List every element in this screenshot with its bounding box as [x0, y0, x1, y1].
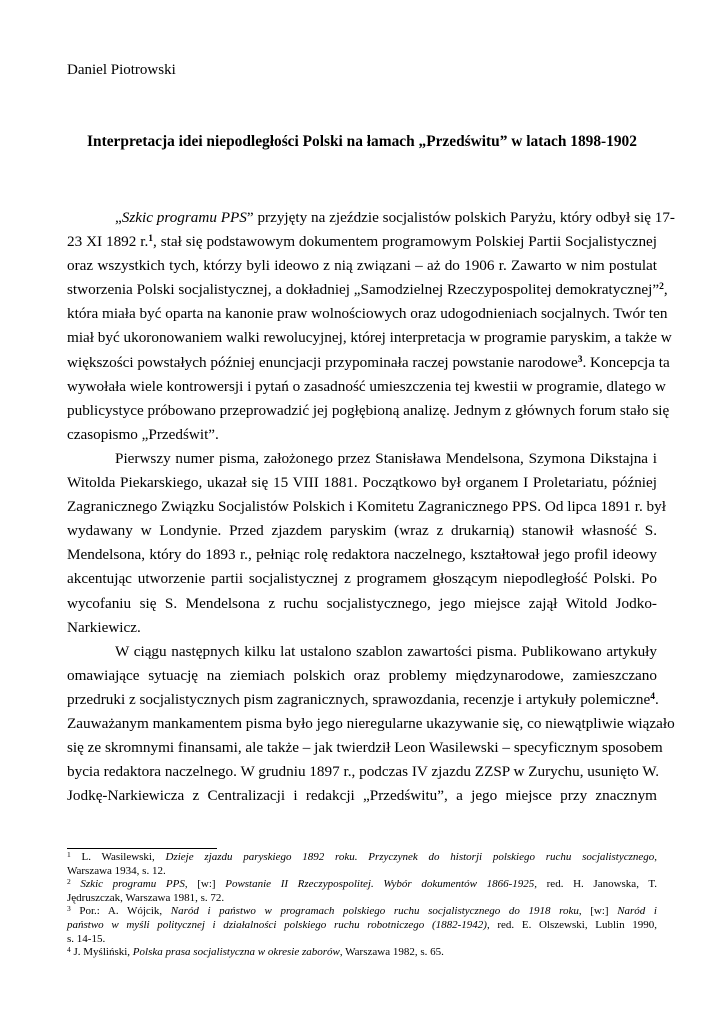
paragraph-3-line [67, 688, 657, 712]
text-run: „ [115, 209, 122, 226]
paragraph-1-line [67, 351, 670, 375]
work-title-italic: Szkic programu PPS [80, 878, 185, 891]
footnote-number: 2 [67, 877, 71, 887]
paragraph-3-line: omawiające sytuację na ziemiach polskich oraz problemy międzynarodowe, zamieszczano [67, 666, 657, 684]
paragraph-2-line: Narkiewicz. [67, 618, 141, 636]
footnote-4 [67, 946, 657, 960]
author-name: Daniel Piotrowski [67, 62, 176, 78]
paragraph-3-line: się ze skromnymi finansami, ale także – jak twierdził Leon Wasilewski – specyficznym sposobem [67, 739, 663, 757]
paragraph-1-line: która miała być oparta na kanonie praw wolnościowych oraz udogodnieniach socjalnych. Twór ten [67, 305, 668, 323]
footnotes [67, 851, 657, 960]
text-run: J. Myśliński, [70, 946, 133, 959]
paragraph-1-line [67, 278, 668, 302]
work-title-italic: Powstanie II Rzeczypospolitej. Wybór dokumentów 1866-1925 [225, 878, 535, 891]
paragraph-2-line: wydawany w Londynie. Przed zjazdem paryskim (wraz z drukarnią) stanowił własność S. [67, 522, 657, 540]
text-run: , stał się podstawowym dokumentem programowym Polskiej Partii Socjalistycznej [153, 233, 657, 251]
paragraph-1-line: wywołała wiele kontrowersji i pytań o zasadność umieszczenia tej kwestii w programie, dlatego w [67, 377, 666, 395]
footnote-3-cont: s. 14-15. [67, 932, 106, 945]
footnote-ref-1[interactable]: 1 [148, 234, 154, 245]
footnote-1 [67, 851, 657, 865]
paragraph-1-line [67, 206, 675, 230]
footnote-number: 3 [67, 904, 71, 914]
paragraph-1-line [67, 230, 657, 254]
paragraph-1-line: publicystyce próbowano przeprowadzić jej pogłębioną analizę. Jednym z głównych forum stało się [67, 401, 670, 419]
article-body [67, 206, 675, 808]
paragraph-1-line: czasopismo „Przedświt”. [67, 425, 219, 443]
text-run [71, 878, 81, 890]
text-run: ” przyjęty na zjeździe socjalistów polskich Paryżu, który odbył się 17- [246, 209, 675, 226]
paragraph-1-line: oraz wszystkich tych, którzy byli ideowo z nią związani – aż do 1906 r. Zawarto w nim postulat [67, 257, 657, 275]
program-title-italic: Szkic programu PPS [121, 209, 247, 226]
text-run: przedruki z socjalistycznych pism zagranicznych, sprawozdania, recenzje i artykuły polemiczne [67, 690, 651, 708]
paragraph-2-line: wycofaniu się S. Mendelsona z ruchu socjalistycznego, jego miejsce zajął Witold Jodko- [67, 594, 657, 612]
paragraph-3-line: bycia redaktora naczelnego. W grudniu 1897 r., podczas IV zjazdu ZZSP w Zurychu, usunięto W. [67, 763, 660, 781]
paragraph-1-line: miał być ukoronowaniem walki rewolucyjnej, której interpretacja w programie paryskim, a także w [67, 329, 672, 347]
footnote-3 [67, 905, 657, 919]
footnote-number: 1 [67, 850, 71, 859]
text-run: 23 XI 1892 r. [67, 233, 149, 251]
footnote-3-cont [67, 919, 657, 933]
work-title-italic: państwo w myśli politycznej i działalności polskiego ruchu robotniczego (1882-1942) [67, 918, 487, 931]
paragraph-3-line: Jodkę-Narkiewicza z Centralizacji i redakcji „Przedświtu”, a jego miejsce przy znacznym [67, 787, 657, 805]
paragraph-2-line: Pierwszy numer pisma, założonego przez Stanisława Mendelsona, Szymona Dikstajna i [115, 449, 657, 467]
paragraph-3-line: W ciągu następnych kilku lat ustalono szablon zawartości pisma. Publikowano artykuły [115, 642, 657, 660]
text-run: . Koncepcja ta [582, 353, 670, 371]
footnote-ref-2[interactable]: 2 [659, 282, 664, 293]
footnote-ref-3[interactable]: 3 [577, 354, 583, 365]
text-run: , red. E. Olszewski, Lublin 1990, [486, 918, 657, 931]
paragraph-2-line: Mendelsona, który do 1893 r., pełniąc rolę redaktora naczelnego, kształtował jego profil ideowy [67, 546, 657, 564]
text-run: , [w:] [184, 878, 226, 891]
article-title: Interpretacja idei niepodległości Polski na łamach „Przedświtu” w latach 1898-1902 [87, 133, 637, 150]
work-title-italic: Naród i państwo w programach polskiego ruchu socjalistycznego do 1918 roku [170, 905, 579, 918]
text-run: większości powstałych później enuncjacji przypominała raczej powstanie narodowe [67, 353, 578, 371]
text-run: , red. H. Janowska, T. [534, 878, 658, 891]
paragraph-2-line: Witolda Piekarskiego, ukazał się 15 VIII 1881. Początkowo był organem I Proletariatu, później [67, 474, 657, 492]
text-run: . [654, 690, 659, 708]
footnote-2-cont: Jędruszczak, Warszawa 1981, s. 72. [67, 891, 225, 904]
text-run: , [654, 851, 657, 863]
paragraph-2-line: akcentując utworzenie partii socjalistycznej z programem głoszącym niepodległość Polski. Po [67, 570, 657, 588]
text-run: L. Wasilewski, [70, 851, 166, 863]
text-run: , [w:] [578, 905, 618, 918]
text-run: stworzenia Polski socjalistycznej, a dokładniej „Samodzielnej Rzeczypospolitej demokratycznej” [67, 281, 660, 299]
paragraph-3-line: Zauważanym mankamentem pisma było jego nieregularne ukazywanie się, co niewątpliwie wiązało [67, 714, 675, 732]
work-title-italic: Polska prasa socjalistyczna w okresie zaborów [132, 946, 340, 959]
footnote-ref-4[interactable]: 4 [650, 691, 655, 702]
footnote-2 [67, 878, 657, 892]
work-title-italic: Dzieje zjazdu paryskiego 1892 roku. Przyczynek do historji polskiego ruchu socjalistycznego [165, 851, 655, 863]
work-title-italic: Naród i [617, 905, 657, 918]
paragraph-2-line: Zagranicznego Związku Socjalistów Polskich i Komitetu Zagranicznego PPS. Od lipca 1891 r. był [67, 498, 666, 516]
text-run: , Warszawa 1982, s. 65. [339, 946, 444, 959]
footnote-number: 4 [67, 945, 71, 955]
footnote-1-cont: Warszawa 1934, s. 12. [67, 864, 166, 877]
text-run: Por.: A. Wójcik, [70, 905, 171, 918]
footnote-separator [67, 848, 217, 849]
text-run: , [663, 281, 668, 299]
